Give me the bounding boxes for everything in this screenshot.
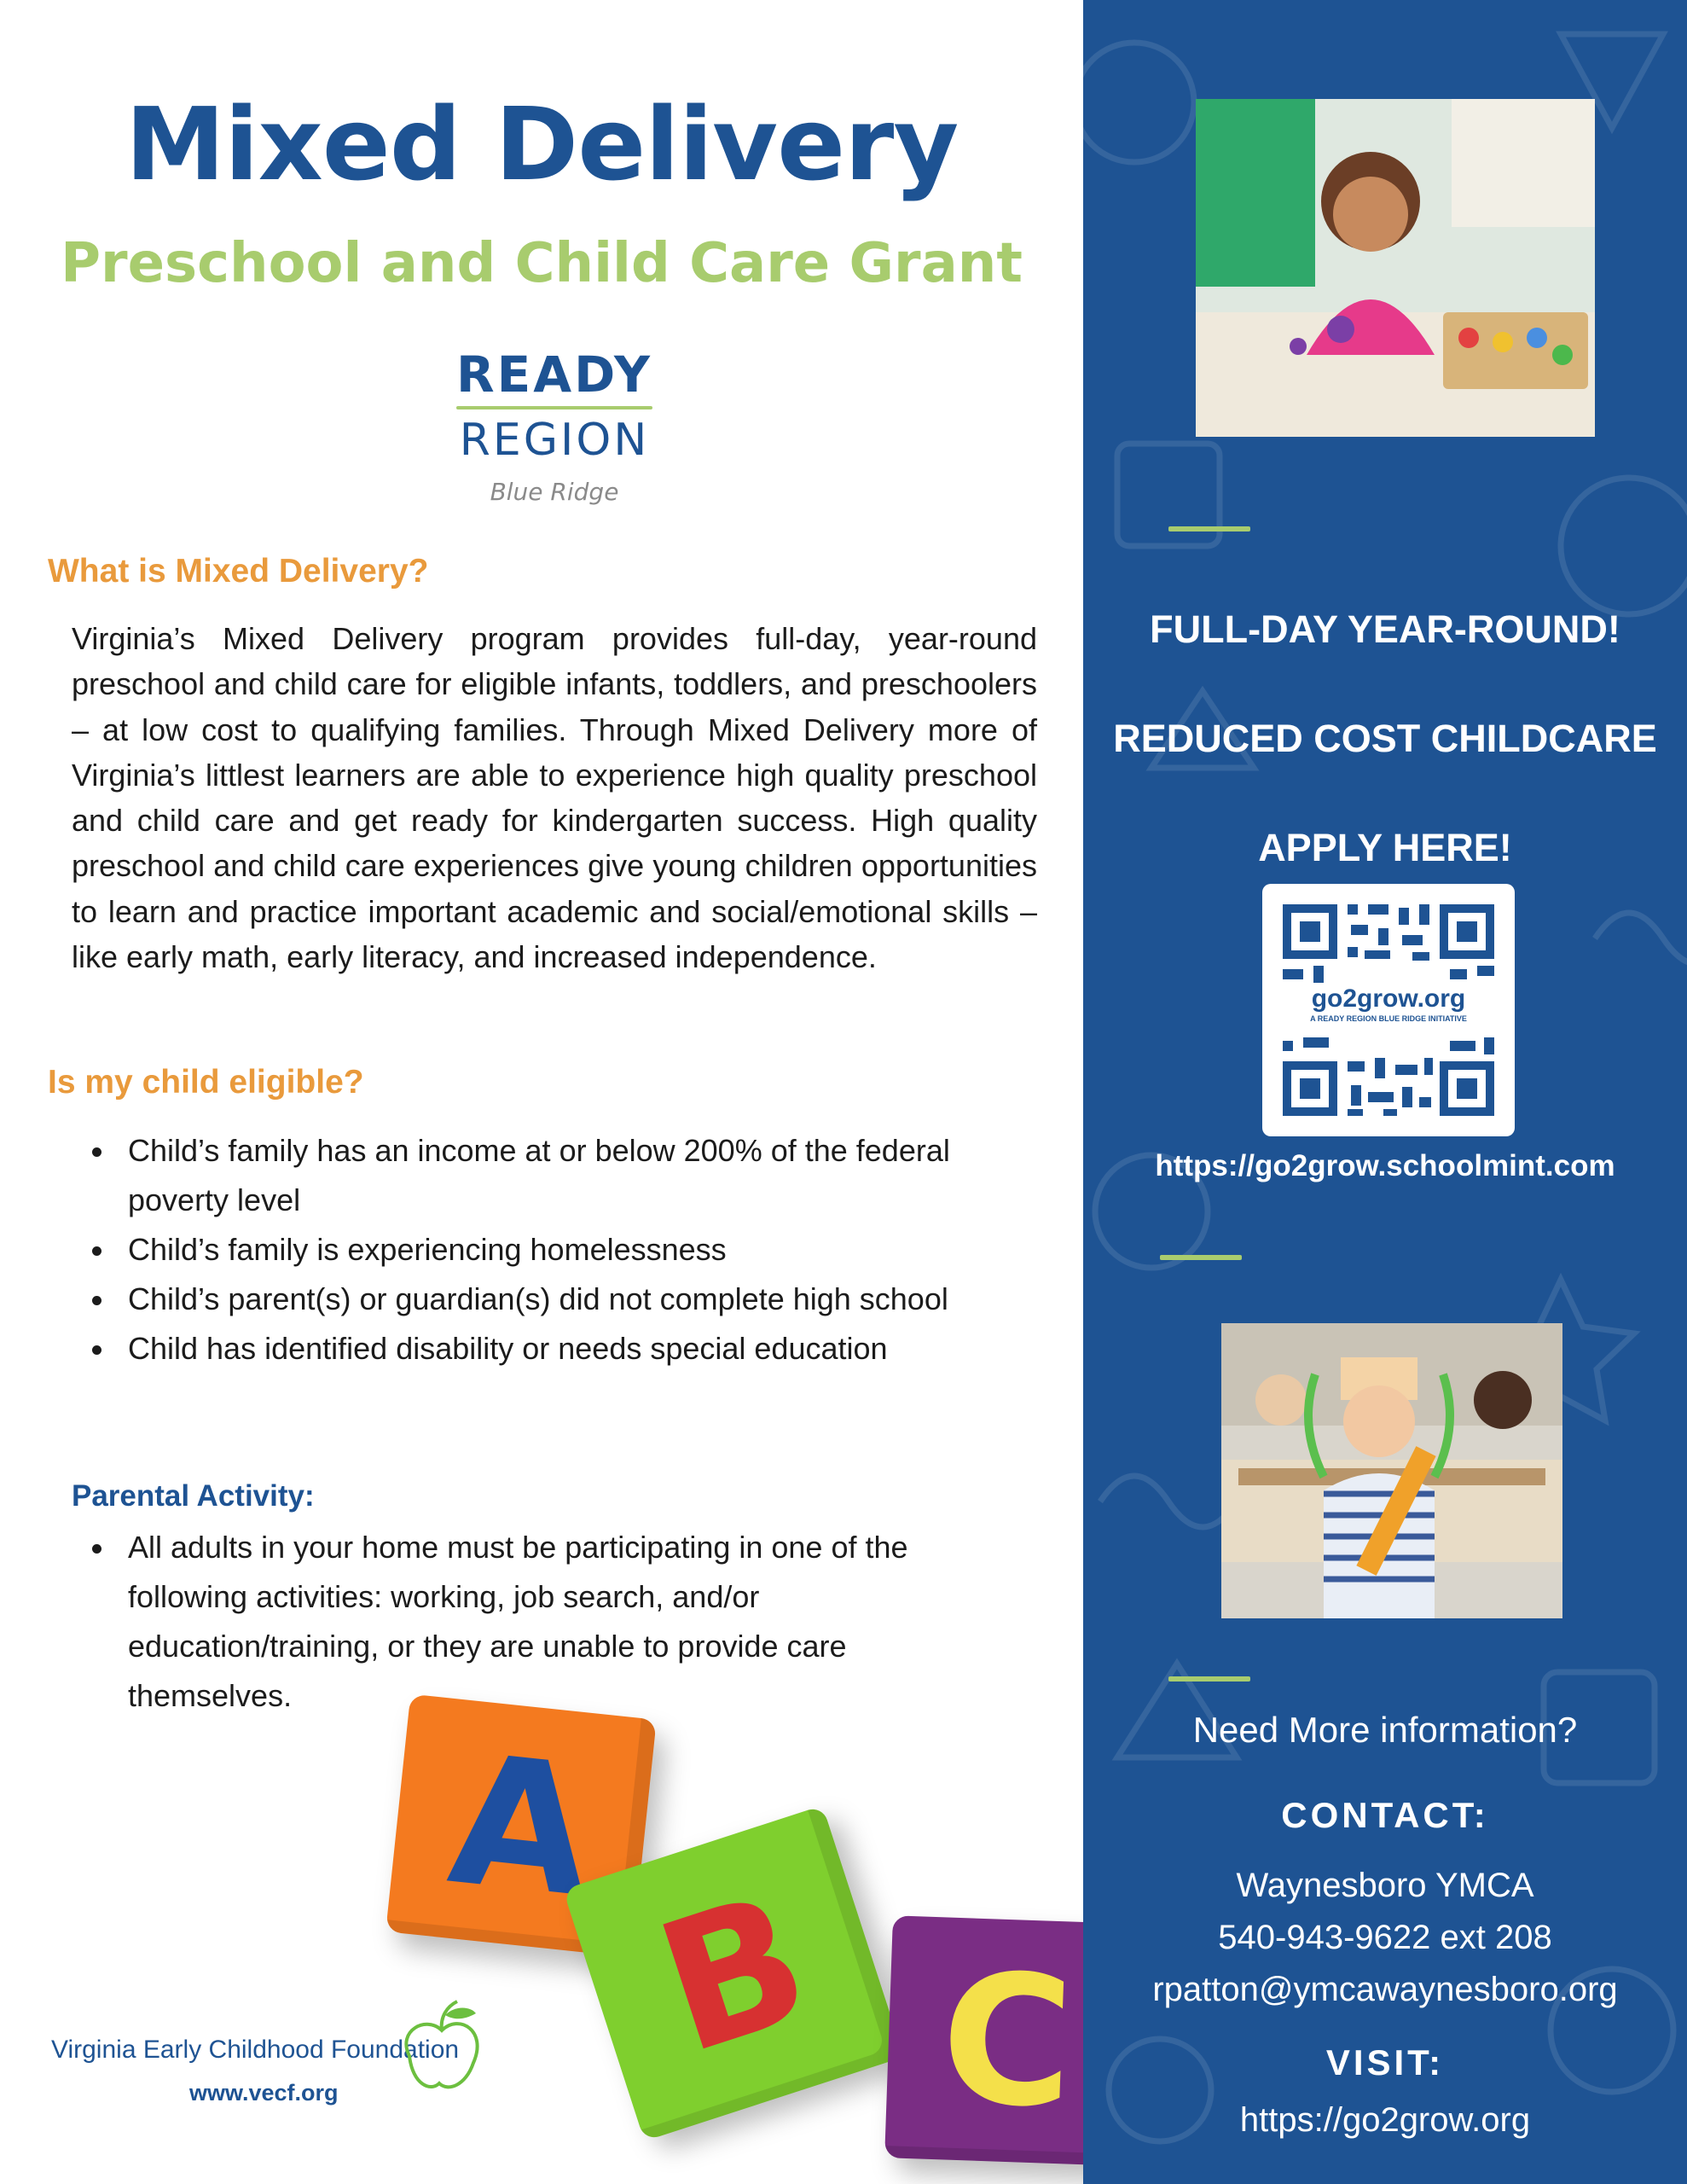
- parental-activity-heading: Parental Activity:: [72, 1479, 315, 1513]
- qr-label: [1262, 985, 1515, 1023]
- vecf-name: Virginia Early Childhood Foundation: [51, 2036, 460, 2064]
- apply-qr-code[interactable]: [1262, 884, 1515, 1136]
- section-divider: [1168, 1676, 1250, 1682]
- list-item: All adults in your home must be participating in one of the following activities: working, job search, and/or education/training, or they are unable to provide care themselves.: [85, 1523, 989, 1721]
- apple-icon: [392, 1996, 486, 2099]
- apply-here-banner: APPLY HERE!: [1258, 826, 1512, 869]
- what-body: Virginia’s Mixed Delivery program provides full-day, year-round preschool and child care for eligible infants, toddlers, and preschoolers – at low cost to qualifying families. Through Mixed Delivery more of Virginia’s littlest learners are able to experience high quality preschool and child care and get ready for kindergarten success. High quality preschool and child care experiences give young children opportunities to learn and practice important academic and social/emotional skills – like early math, early literacy, and increased independence.: [72, 621, 1037, 975]
- logo-line-blue-ridge: Blue Ridge: [490, 478, 619, 506]
- more-info-heading: Need More information?: [1192, 1710, 1578, 1750]
- photo-child-with-crown: [1221, 1323, 1562, 1618]
- qr-site-name: go2grow.org: [1307, 985, 1471, 1014]
- qr-tagline: A READY REGION BLUE RIDGE INITIATIVE: [1310, 1014, 1467, 1023]
- apply-url-link[interactable]: https://go2grow.schoolmint.com: [1155, 1149, 1615, 1182]
- photo-toddler-playing: [1196, 99, 1595, 437]
- list-item: Child has identified disability or needs special education: [85, 1324, 1006, 1374]
- list-item: Child’s family has an income at or below 200% of the federal poverty level: [85, 1126, 1006, 1225]
- ready-region-logo: [443, 348, 665, 519]
- block-letter: B: [636, 1852, 831, 2094]
- right-sidebar: [1083, 0, 1687, 2184]
- contact-email[interactable]: rpatton@ymcawaynesboro.org: [1152, 1971, 1618, 2008]
- logo-line-ready: READY: [455, 346, 653, 404]
- contact-label: CONTACT:: [1281, 1795, 1489, 1835]
- what-heading: What is Mixed Delivery?: [48, 553, 429, 590]
- section-divider: [1160, 1255, 1242, 1260]
- reduced-cost-banner: REDUCED COST CHILDCARE: [1113, 717, 1657, 760]
- full-day-banner: FULL-DAY YEAR-ROUND!: [1150, 607, 1620, 651]
- eligibility-list: [85, 1126, 1006, 1374]
- visit-label: VISIT:: [1325, 2042, 1445, 2082]
- block-letter: A: [441, 1714, 601, 1937]
- visit-url-link[interactable]: https://go2grow.org: [1239, 2101, 1531, 2139]
- contact-name: Waynesboro YMCA: [1236, 1867, 1534, 1904]
- vecf-logo: [51, 1996, 495, 2107]
- logo-swoosh: [456, 406, 652, 410]
- logo-line-region: REGION: [459, 415, 650, 466]
- page-subtitle: Preschool and Child Care Grant: [61, 232, 1023, 295]
- contact-phone[interactable]: 540-943-9622 ext 208: [1218, 1919, 1552, 1956]
- list-item: Child’s family is experiencing homelessness: [85, 1225, 1006, 1275]
- parental-activity-list: [85, 1523, 989, 1721]
- list-item: Child’s parent(s) or guardian(s) did not complete high school: [85, 1275, 1006, 1324]
- vecf-url[interactable]: www.vecf.org: [189, 2080, 339, 2106]
- section-divider: [1168, 526, 1250, 531]
- block-letter: C: [937, 1933, 1077, 2148]
- eligibility-heading: Is my child eligible?: [48, 1064, 364, 1101]
- page-title: Mixed Delivery: [125, 85, 959, 203]
